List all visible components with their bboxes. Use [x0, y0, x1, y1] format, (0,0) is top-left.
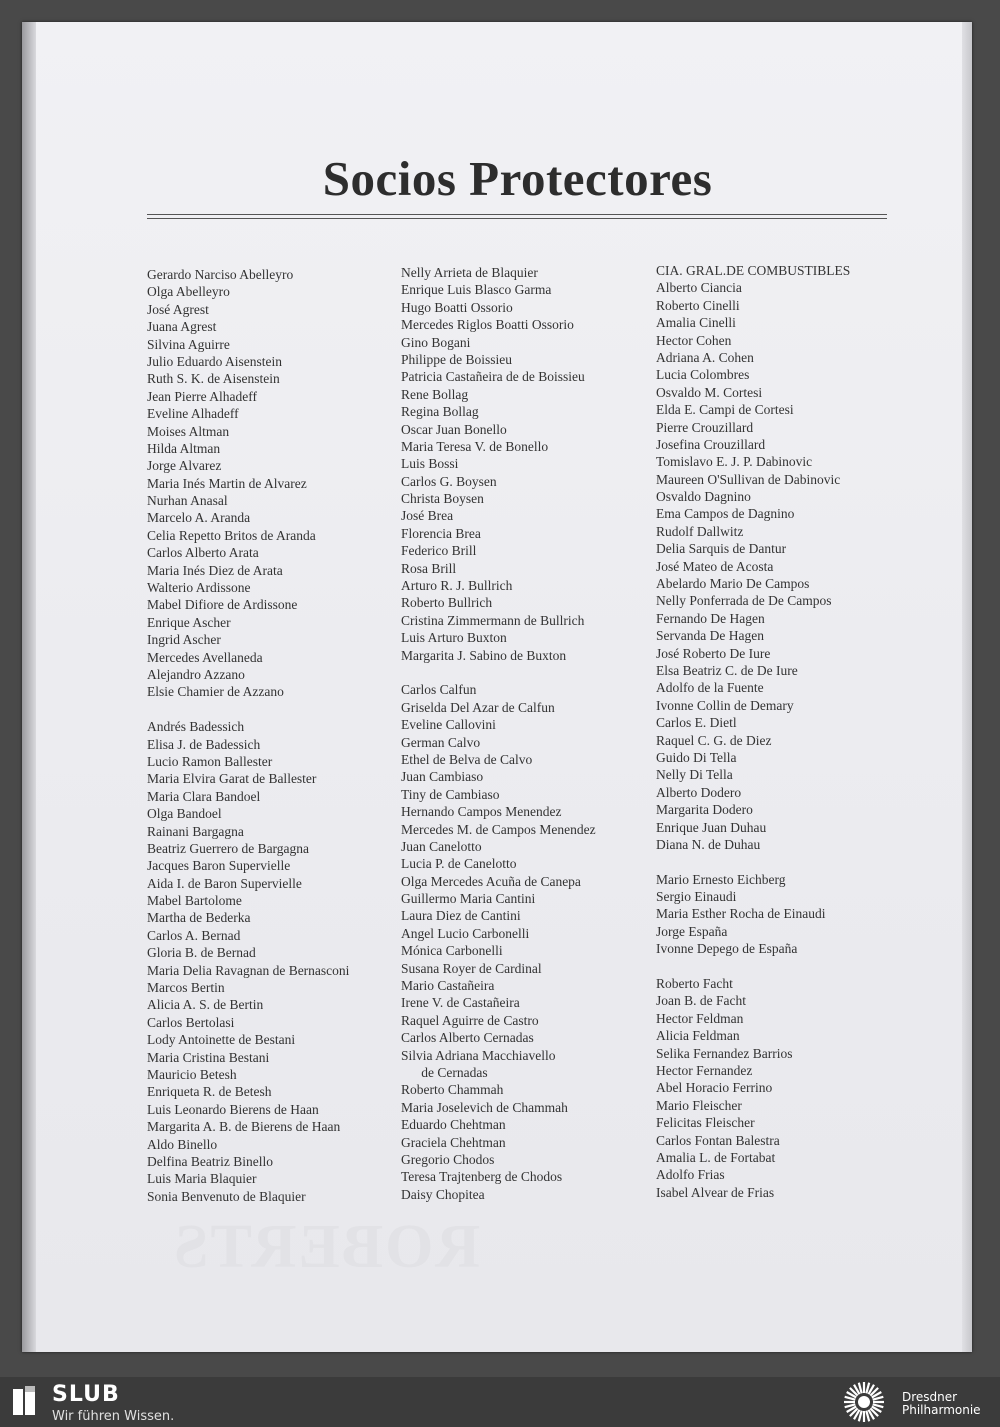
member-name: Juana Agrest	[147, 319, 217, 335]
member-name: Patricia Castañeira de de Boissieu	[401, 369, 585, 385]
member-name: Roberto Chammah	[401, 1082, 504, 1098]
column-spacer	[656, 958, 906, 975]
column-spacer	[656, 853, 906, 870]
member-name: Sergio Einaudi	[656, 889, 737, 905]
member-name: Olga Abelleyro	[147, 284, 230, 300]
member-name: Silvina Aguirre	[147, 336, 230, 352]
member-name: Maria Inés Martin de Alvarez	[147, 475, 307, 491]
member-name: Mario Ernesto Eichberg	[656, 871, 786, 887]
member-name: Enrique Luis Blasco Garma	[401, 282, 552, 298]
member-name: Margarita Dodero	[656, 802, 753, 818]
member-name: Roberto Facht	[656, 976, 733, 992]
member-name: Amalia Cinelli	[656, 315, 736, 331]
member-name: Guillermo Maria Cantini	[401, 891, 536, 907]
member-name: Hilda Altman	[147, 440, 221, 456]
member-name: Martha de Bederka	[147, 910, 251, 926]
member-name: Moises Altman	[147, 423, 230, 439]
member-name: Luis Bossi	[401, 456, 459, 472]
member-name: Ethel de Belva de Calvo	[401, 751, 533, 767]
member-name: Raquel C. G. de Diez	[656, 732, 772, 748]
member-name: Ivonne Collin de Demary	[656, 697, 794, 713]
member-name: Beatriz Guerrero de Bargagna	[147, 840, 310, 856]
member-name: Arturo R. J. Bullrich	[401, 578, 513, 594]
member-name: Osvaldo M. Cortesi	[656, 384, 763, 400]
member-name: Laura Diez de Cantini	[401, 908, 521, 924]
member-name: Fernando De Hagen	[656, 610, 765, 626]
column-spacer	[147, 701, 397, 718]
member-name: Luis Arturo Buxton	[401, 630, 507, 646]
member-name: Carlos G. Boysen	[401, 473, 497, 489]
member-name: Celia Repetto Britos de Aranda	[147, 527, 316, 543]
member-name: Amalia L. de Fortabat	[656, 1149, 776, 1165]
member-name: Carlos Bertolasi	[147, 1014, 235, 1030]
member-name: Gloria B. de Bernad	[147, 945, 256, 961]
column-spacer	[401, 664, 651, 681]
member-name: Nurhan Anasal	[147, 493, 228, 509]
member-name: Marcelo A. Aranda	[147, 510, 251, 526]
member-name: Hector Fernandez	[656, 1062, 753, 1078]
member-name: Carlos Alberto Arata	[147, 545, 259, 561]
member-name: Servanda De Hagen	[656, 628, 764, 644]
member-name: Mabel Bartolome	[147, 893, 242, 909]
member-name: Andrés Badessich	[147, 719, 245, 735]
member-name: Juan Canelotto	[401, 838, 482, 854]
member-name: Gerardo Narciso Abelleyro	[147, 267, 294, 282]
member-name: Ruth S. K. de Aisenstein	[147, 371, 280, 387]
member-name: Lucia P. de Canelotto	[401, 856, 517, 872]
member-name: Elisa J. de Badessich	[147, 736, 261, 752]
member-name: Gregorio Chodos	[401, 1151, 495, 1167]
member-name: Cristina Zimmermann de Bullrich	[401, 612, 585, 628]
member-name: Nelly Di Tella	[656, 767, 733, 783]
member-name: Teresa Trajtenberg de Chodos	[401, 1169, 563, 1185]
member-name: Alicia Feldman	[656, 1028, 740, 1044]
member-name: Hugo Boatti Ossorio	[401, 299, 513, 315]
dresdner-philharmonie-line2: Philharmonie	[902, 1403, 981, 1417]
member-name: Nelly Arrieta de Blaquier	[401, 265, 538, 280]
member-name: Rainani Bargagna	[147, 823, 244, 839]
dresdner-philharmonie-name[interactable]	[902, 1391, 981, 1417]
member-name: Federico Brill	[401, 543, 477, 559]
member-name: Olga Mercedes Acuña de Canepa	[401, 873, 581, 889]
member-name: Ingrid Ascher	[147, 632, 221, 648]
member-name: Lody Antoinette de Bestani	[147, 1032, 296, 1048]
member-name: José Roberto De Iure	[656, 645, 771, 661]
member-name: Maria Joselevich de Chammah	[401, 1099, 568, 1115]
member-name: Hector Feldman	[656, 1010, 744, 1026]
member-name: Mónica Carbonelli	[401, 943, 503, 959]
member-name: Maria Clara Bandoel	[147, 788, 261, 804]
member-name: Lucio Ramon Ballester	[147, 753, 273, 769]
member-name: Jorge España	[656, 923, 728, 939]
member-name: Elsie Chamier de Azzano	[147, 684, 284, 700]
slub-book-icon	[12, 1385, 36, 1417]
member-name: de Cernadas	[401, 1064, 488, 1080]
member-name: Adolfo Frias	[656, 1167, 725, 1183]
member-name: Maria Teresa V. de Bonello	[401, 438, 549, 454]
member-name: Guido Di Tella	[656, 749, 737, 765]
member-name: Abel Horacio Ferrino	[656, 1080, 773, 1096]
member-name: Irene V. de Castañeira	[401, 995, 520, 1011]
member-name: Diana N. de Duhau	[656, 836, 761, 852]
member-name: Carlos Fontan Balestra	[656, 1132, 780, 1148]
member-name: Maureen O'Sullivan de Dabinovic	[656, 471, 841, 487]
member-name: Delfina Beatriz Binello	[147, 1153, 273, 1169]
member-name: Griselda Del Azar de Calfun	[401, 699, 555, 715]
member-name: CIA. GRAL.DE COMBUSTIBLES	[656, 263, 851, 278]
dresdner-philharmonie-sunburst-icon	[842, 1380, 886, 1424]
names-column-2	[401, 264, 651, 1203]
member-name: José Mateo de Acosta	[656, 558, 774, 574]
member-name: Marcos Bertin	[147, 980, 225, 996]
member-name: Tomislavo E. J. P. Dabinovic	[656, 454, 813, 470]
member-name: Oscar Juan Bonello	[401, 421, 507, 437]
member-name: Abelardo Mario De Campos	[656, 576, 810, 592]
member-name: Philippe de Boissieu	[401, 351, 512, 367]
member-name: Maria Cristina Bestani	[147, 1049, 270, 1065]
member-name: Juan Cambiaso	[401, 769, 484, 785]
member-name: Carlos Alberto Cernadas	[401, 1030, 534, 1046]
member-name: Margarita J. Sabino de Buxton	[401, 647, 567, 663]
member-name: Tiny de Cambiaso	[401, 786, 500, 802]
member-name: Eduardo Chehtman	[401, 1117, 506, 1133]
member-name: Olga Bandoel	[147, 806, 222, 822]
member-name: Maria Delia Ravagnan de Bernasconi	[147, 962, 350, 978]
dresdner-philharmonie-line1: Dresdner	[902, 1390, 958, 1404]
member-name: Josefina Crouzillard	[656, 436, 766, 452]
member-name: Maria Elvira Garat de Ballester	[147, 771, 317, 787]
member-name: Adolfo de la Fuente	[656, 680, 764, 696]
watermark-text: ROBERTS	[172, 1213, 481, 1281]
member-name: Mercedes Riglos Boatti Ossorio	[401, 317, 574, 333]
member-name: Enrique Juan Duhau	[656, 819, 767, 835]
member-name: Eveline Alhadeff	[147, 406, 239, 422]
member-name: Christa Boysen	[401, 491, 484, 507]
member-name: Carlos A. Bernad	[147, 927, 241, 943]
member-name: Angel Lucio Carbonelli	[401, 925, 530, 941]
member-name: Mercedes M. de Campos Menendez	[401, 821, 596, 837]
member-name: Jorge Alvarez	[147, 458, 222, 474]
member-name: Mabel Difiore de Ardissone	[147, 597, 298, 613]
member-name: Hector Cohen	[656, 332, 732, 348]
member-name: Florencia Brea	[401, 525, 481, 541]
member-name: Roberto Bullrich	[401, 595, 493, 611]
member-name: Mario Fleischer	[656, 1097, 742, 1113]
page-title: Socios Protectores	[322, 151, 713, 206]
page-binding-shadow	[22, 22, 36, 1352]
member-name: Gino Bogani	[401, 334, 471, 350]
member-name: José Brea	[401, 508, 454, 524]
member-name: Carlos E. Dietl	[656, 715, 737, 731]
member-name: Alberto Dodero	[656, 784, 742, 800]
page-right-edge	[962, 22, 972, 1352]
member-name: Graciela Chehtman	[401, 1134, 506, 1150]
member-name: Felicitas Fleischer	[656, 1115, 755, 1131]
names-column-1	[147, 266, 397, 1205]
member-name: José Agrest	[147, 301, 209, 317]
member-name: Jacques Baron Supervielle	[147, 858, 291, 874]
member-name: Delia Sarquis de Dantur	[656, 541, 787, 557]
member-name: Pierre Crouzillard	[656, 419, 754, 435]
slub-name[interactable]: SLUB	[52, 1382, 120, 1407]
member-name: Eveline Callovini	[401, 717, 496, 733]
member-name: Alberto Ciancia	[656, 280, 742, 296]
member-name: Alicia A. S. de Bertin	[147, 997, 264, 1013]
member-name: Mauricio Betesh	[147, 1066, 237, 1082]
member-name: Roberto Cinelli	[656, 297, 740, 313]
member-name: Nelly Ponferrada de De Campos	[656, 593, 832, 609]
member-name: Walterio Ardissone	[147, 580, 251, 596]
member-name: Selika Fernandez Barrios	[656, 1045, 793, 1061]
member-name: German Calvo	[401, 734, 481, 750]
member-name: Enriqueta R. de Betesh	[147, 1084, 272, 1100]
member-name: Ivonne Depego de España	[656, 941, 798, 957]
member-name: Lucia Colombres	[656, 367, 750, 383]
member-name: Raquel Aguirre de Castro	[401, 1012, 539, 1028]
member-name: Elsa Beatriz C. de De Iure	[656, 662, 798, 678]
member-name: Maria Esther Rocha de Einaudi	[656, 906, 826, 922]
member-name: Aida I. de Baron Supervielle	[147, 875, 302, 891]
member-name: Alejandro Azzano	[147, 666, 245, 682]
member-name: Margarita A. B. de Bierens de Haan	[147, 1119, 341, 1135]
member-name: Isabel Alvear de Frias	[656, 1184, 775, 1200]
member-name: Carlos Calfun	[401, 682, 477, 698]
member-name: Susana Royer de Cardinal	[401, 960, 542, 976]
member-name: Maria Inés Diez de Arata	[147, 562, 283, 578]
member-name: Sonia Benvenuto de Blaquier	[147, 1188, 306, 1204]
member-name: Aldo Binello	[147, 1136, 218, 1152]
member-name: Rosa Brill	[401, 560, 457, 576]
member-name: Osvaldo Dagnino	[656, 489, 751, 505]
member-name: Silvia Adriana Macchiavello	[401, 1047, 556, 1063]
slub-tagline: Wir führen Wissen.	[52, 1409, 175, 1424]
names-column-3	[656, 262, 906, 1201]
member-name: Daisy Chopitea	[401, 1186, 485, 1202]
member-name: Rudolf Dallwitz	[656, 523, 744, 539]
member-name: Jean Pierre Alhadeff	[147, 388, 257, 404]
member-name: Adriana A. Cohen	[656, 349, 754, 365]
member-name: Ema Campos de Dagnino	[656, 506, 795, 522]
member-name: Mercedes Avellaneda	[147, 649, 263, 665]
member-name: Mario Castañeira	[401, 978, 495, 994]
member-name: Enrique Ascher	[147, 614, 231, 630]
member-name: Julio Eduardo Aisenstein	[147, 353, 282, 369]
title-double-rule	[147, 214, 887, 219]
member-name: Luis Leonardo Bierens de Haan	[147, 1101, 319, 1117]
member-name: Hernando Campos Menendez	[401, 804, 562, 820]
member-name: Rene Bollag	[401, 386, 469, 402]
member-name: Joan B. de Facht	[656, 993, 746, 1009]
member-name: Regina Bollag	[401, 404, 479, 420]
member-name: Luis Maria Blaquier	[147, 1171, 257, 1187]
member-name: Elda E. Campi de Cortesi	[656, 402, 794, 418]
